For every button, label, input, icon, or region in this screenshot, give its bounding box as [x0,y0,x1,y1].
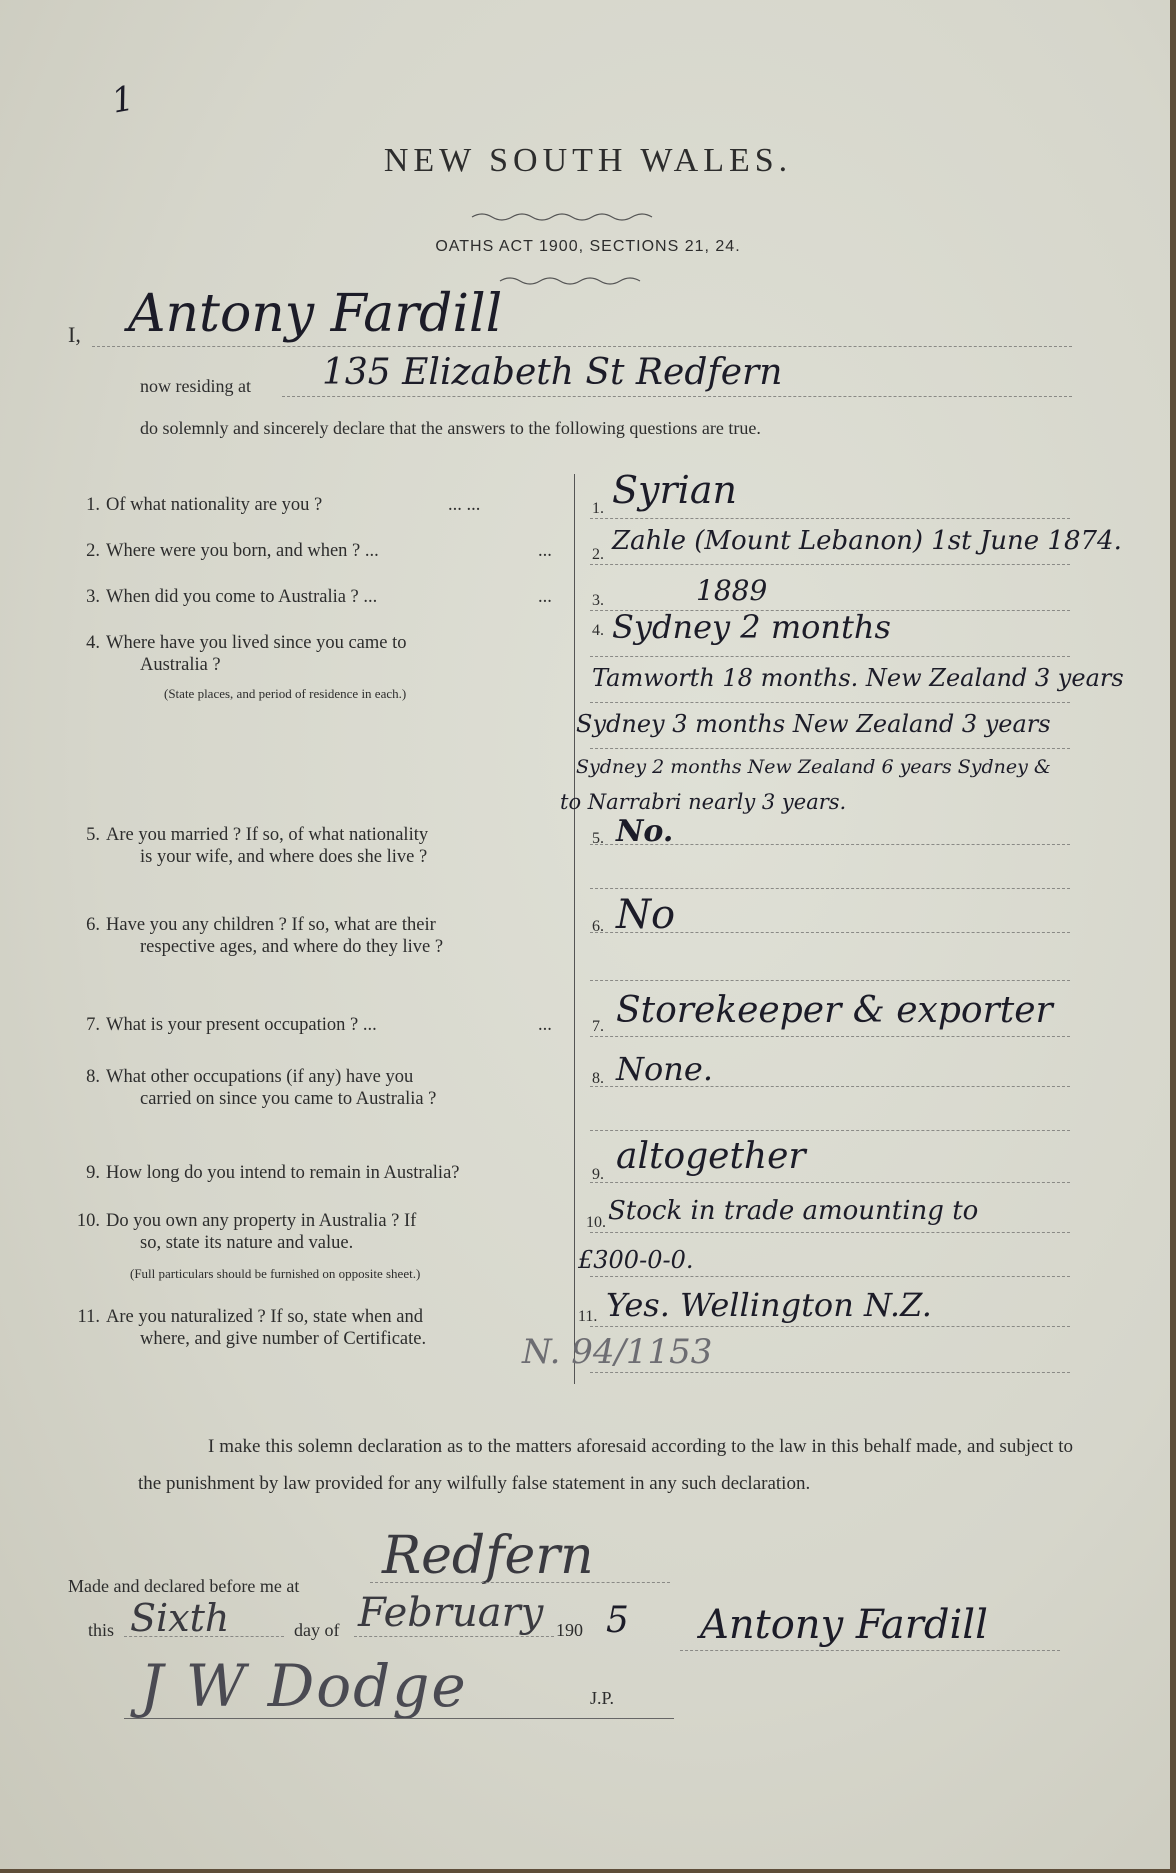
question-1: 1. Of what nationality are you ? [86,495,323,515]
year-suffix: 5 [606,1600,629,1641]
answer-11-line-1: Yes. Wellington N.Z. [606,1286,932,1324]
document-page: 1 NEW SOUTH WALES. OATHS ACT 1900, SECTIONS 21, 24. I, Antony Fardill now residing at 135 Elizabeth St Redfern do solemnly and sincerely declare that the answers to the following questions are true. 1. Of what nationality are you ? ... ... 1. Syrian 2. Where were you born, and when ? ... ... 2. Zahle (Mount Lebanon) 1st June 1874. 3. When did you come to Australia ? ... ... 3. 1889 4. Where have you lived since you came to Australia ? (State places, and period of residence in each.) 4. Sydney 2 months Tamworth 18 months. New Zealand 3 years Sydney 3 months New Zealand 3 years Sydney 2 months New Zealand 6 years Sydney & to Narrabri nearly 3 years. 5. Are you married ? If so, of what nationality is your wife, and where does she live ? 5. No. 6. Have you any children ? If so, what are their respective ages, and where do they live ? 6. No 7. What is your present occupation ? ... ... 7. Storekeeper & exporter 8. What other occupations (if any) have you carried on since you came to Australia ? 8. None. 9. How long do you intend to remain in Australia? 9. altogether 10. Do you own any property in Australia ? If so, state its nature and value. (Full particulars should be furnished on opposite sheet.) 10. Stock in trade amounting to £300-0-0. 11. Are you naturalized ? If so, state when and where, and give number of Certificate. 11. Yes. Wellington N.Z. N. 94/1153 I make this solemn declaration as to the matters aforesaid according to the law in this behalf made, and subject to the punishment by law provided for any wilfully false statement in any such declaration. Made and declared before me at Redfern this Sixth day of February 190 5 Antony Fardill J W Dodge J.P. [0,0,1170,1870]
declarant-signature: Antony Fardill [700,1602,988,1648]
answer-4-line-4: Sydney 2 months New Zealand 6 years Sydney & [576,756,1051,778]
document-title: NEW SOUTH WALES. [383,142,793,179]
column-divider [574,474,575,1384]
question-11: 11. Are you naturalized ? If so, state when and where, and give number of Certificate. [77,1307,427,1349]
answer-10-line-2: £300-0-0. [578,1246,694,1274]
certificate-number: N. 94/1153 [522,1332,713,1372]
question-1-dots: ... ... [448,495,481,515]
question-9: 9. How long do you intend to remain in Australia? [86,1163,460,1183]
answer-4-line-1: Sydney 2 months [612,608,891,646]
paper-edge-right [1170,0,1176,1873]
question-8: 8. What other occupations (if any) have you carried on since you came to Australia ? [86,1067,437,1109]
question-5: 5. Are you married ? If so, of what nationality is your wife, and where does she live ? [86,825,429,867]
jp-signature: J W Dodge [140,1652,468,1720]
made-declared-label: Made and declared before me at [68,1576,300,1596]
residing-label: now residing at [140,376,251,396]
this-label: this [88,1620,115,1640]
declarant-name: Antony Fardill [128,284,503,344]
declarant-prefix: I, [68,322,81,347]
paper-edge-bottom [0,1869,1176,1873]
place-of-declaration: Redfern [382,1526,594,1586]
declaration-day: Sixth [130,1596,230,1640]
answer-8: None. [616,1050,713,1088]
answer-10-line-1: Stock in trade amounting to [608,1196,979,1226]
answer-3: 1889 [696,574,768,607]
answer-4-line-5: to Narrabri nearly 3 years. [560,790,847,814]
answer-5: No. [616,814,674,849]
title-flourish [470,210,660,224]
question-4-note: (State places, and period of residence in each.) [164,686,407,701]
answer-9: altogether [616,1136,806,1177]
answer-4-line-3: Sydney 3 months New Zealand 3 years [576,710,1051,738]
answer-6: No [616,892,676,938]
question-4: 4. Where have you lived since you came to Australia ? [86,633,407,675]
answer-1: Syrian [612,468,737,512]
declaration-month: February [358,1590,544,1636]
question-7: 7. What is your present occupation ? ... [86,1015,377,1035]
question-6: 6. Have you any children ? If so, what are their respective ages, and where do they live ? [86,915,444,957]
answer-7: Storekeeper & exporter [616,990,1053,1031]
answer-4-line-2: Tamworth 18 months. New Zealand 3 years [592,664,1124,692]
declaration-intro: do solemnly and sincerely declare that the answers to the following questions are true. [140,418,761,438]
declarant-address: 135 Elizabeth St Redfern [322,352,783,393]
subtitle-flourish [498,274,648,288]
address-line [282,396,1072,397]
answer-2: Zahle (Mount Lebanon) 1st June 1874. [612,526,1122,556]
declaration-text: I make this solemn declaration as to the matters aforesaid according to the law in this behalf made, and subject to the punishment by law provided for any wilfully false statement in any such declaration. [138,1436,1073,1494]
jp-label: J.P. [590,1688,615,1708]
page-mark: 1 [108,78,137,122]
question-10: 10. Do you own any property in Australia ? If so, state its nature and value. [76,1211,417,1253]
question-3: 3. When did you come to Australia ? ... [86,587,378,607]
question-10-note: (Full particulars should be furnished on opposite sheet.) [130,1266,421,1281]
year-prefix: 190 [556,1620,583,1640]
name-line [92,346,1072,347]
day-of-label: day of [294,1620,340,1640]
question-2: 2. Where were you born, and when ? ... [86,541,379,561]
document-subtitle: OATHS ACT 1900, SECTIONS 21, 24. [435,238,741,255]
